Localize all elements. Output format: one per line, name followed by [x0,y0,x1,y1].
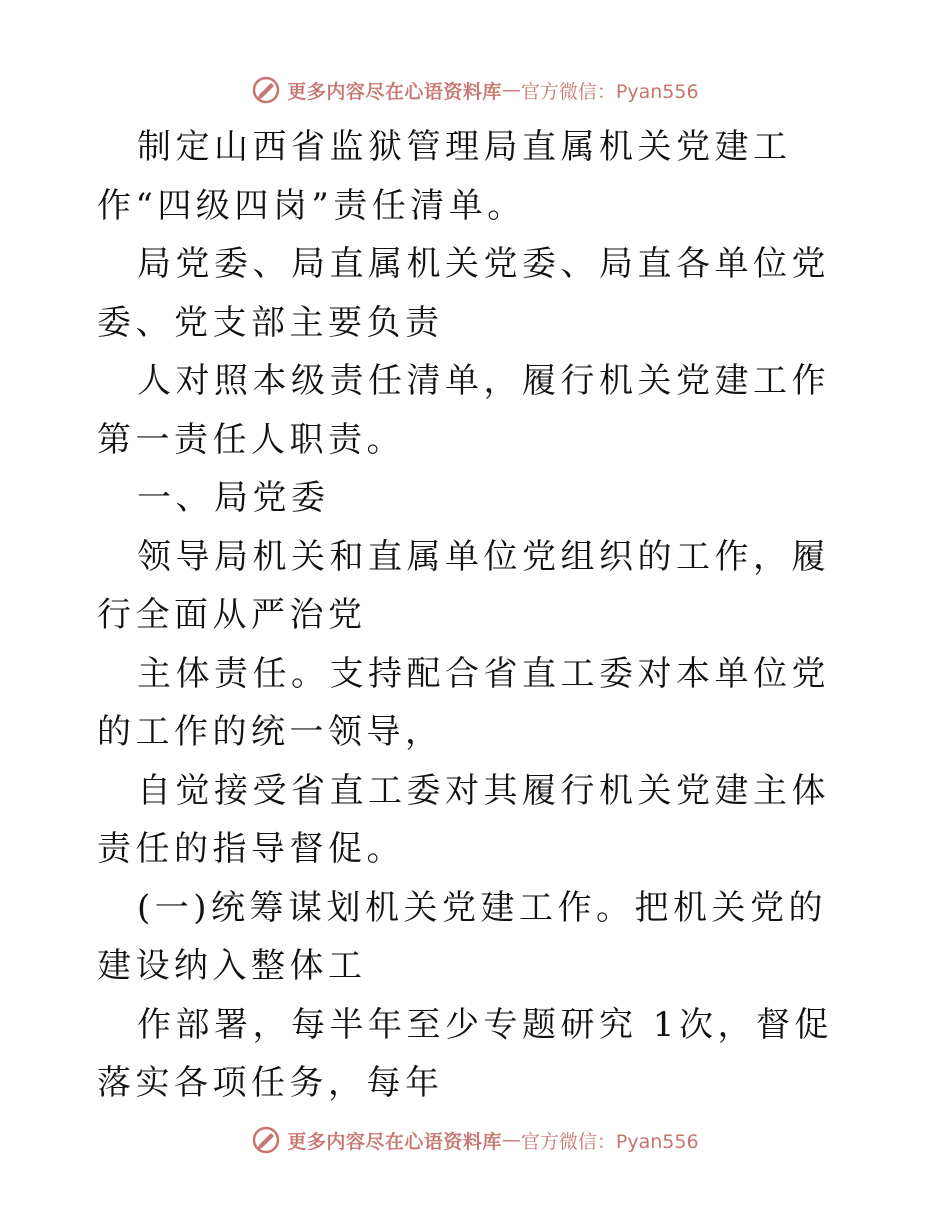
header-watermark-banner [0,70,950,110]
pen-logo-icon [251,75,281,105]
paragraph-3: 人对照本级责任清单，履行机关党建工作第一责任人职责。 [97,361,830,460]
paragraph-2: 局党委、局直属机关党委、局直各单位党委、党支部主要负责 [97,244,830,343]
header-banner-wechat: 官方微信：Pyan556 [520,80,699,103]
footer-watermark-banner [0,1120,950,1160]
paragraph-6: 主体责任。支持配合省直工委对本单位党的工作的统一领导， [97,653,830,752]
section-heading: 一、局党委 [137,478,330,518]
paragraph-9: 作部署，每半年至少专题研究 1次，督促落实各项任务，每年 [97,1004,833,1103]
paragraph-7: 自觉接受省直工委对其履行机关党建主体责任的指导督促。 [97,770,830,869]
paragraph-1: 制定山西省监狱管理局直属机关党建工作“四级四岗”责任清单。 [97,127,792,226]
header-banner-dash: — [501,79,521,101]
paragraph-8: (一)统筹谋划机关党建工作。把机关党的建设纳入整体工 [97,887,828,986]
document-body [97,118,853,1113]
footer-banner-text: 更多内容尽在心语资料库 [287,1130,502,1153]
paragraph-5: 领导局机关和直属单位党组织的工作，履行全面从严治党 [97,536,830,635]
header-banner-text: 更多内容尽在心语资料库 [287,80,502,103]
footer-banner-dash: — [501,1129,521,1151]
pen-logo-icon [251,1125,281,1155]
footer-banner-wechat: 官方微信：Pyan556 [520,1130,699,1153]
